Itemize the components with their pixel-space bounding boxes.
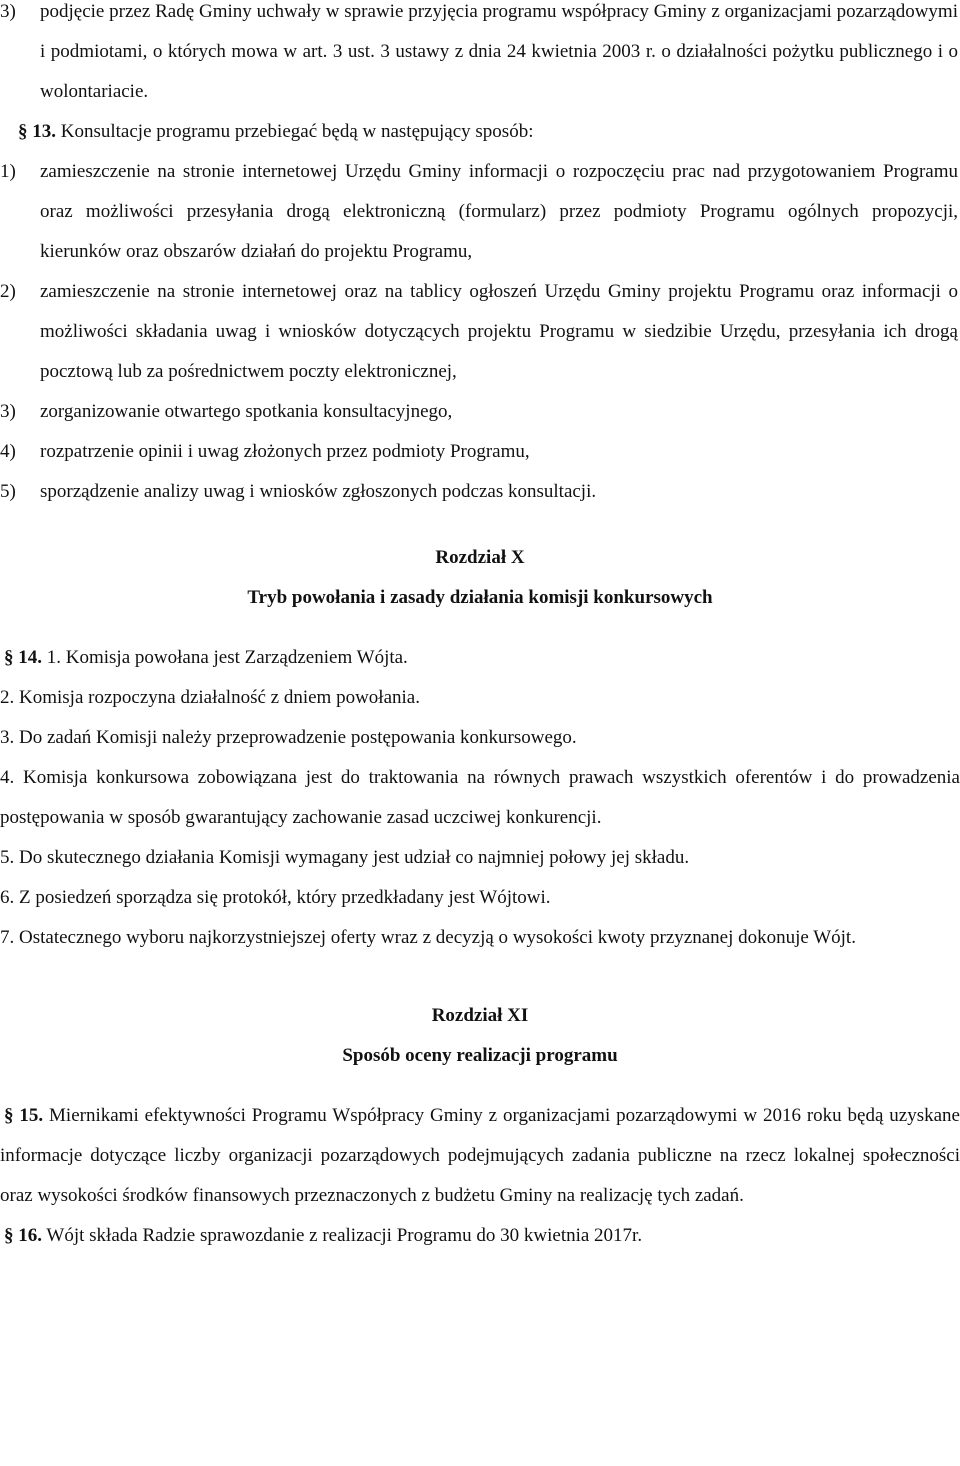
list-number: 3) [0,401,16,422]
list-text: rozpatrzenie opinii i uwag złożonych przez podmioty Programu, [40,441,530,462]
paragraph-14-item: 2. Komisja rozpoczyna działalność z dniem powołania. [0,687,420,708]
chapter-title: Rozdział XI [431,1005,529,1026]
list-text: podjęcie przez Radę Gminy uchwały w sprawie przyjęcia programu współpracy Gminy z organizacjami pozarządowymi i podmiotami, o których mowa w art. 3 ust. 3 ustawy z dnia 24 kwietnia 2003 r. o działalności pożytku publicznego i o wolontariacie. [40,1,958,102]
paragraph-15-sign: § 15. [4,1105,44,1126]
list-item [0,392,960,432]
list-number: 5) [0,481,16,502]
list-item [0,432,960,472]
paragraph-15 [0,1096,960,1216]
paragraph-13-heading [0,112,960,152]
list-number: 4) [0,441,16,462]
list-item-top-3 [0,0,960,112]
paragraph-15-text: Miernikami efektywności Programu Współpracy Gminy z organizacjami pozarządowymi w 2016 roku będą uzyskane informacje dotyczące liczby organizacji pozarządowych podejmujących zadania publiczne na rzecz lokalnej społeczności oraz wysokości środków finansowych przeznaczonych z budżetu Gminy na realizację tych zadań. [0,1105,960,1206]
paragraph-14-text: 1. Komisja powołana jest Zarządzeniem Wójta. [46,647,408,668]
list-text: zamieszczenie na stronie internetowej Urzędu Gminy informacji o rozpoczęciu prac nad przygotowaniem Programu oraz możliwości przesyłania drogą elektroniczną (formularz) przez podmioty Programu ogólnych propozycji, kierunków oraz obszarów działań do projektu Programu, [40,161,958,262]
paragraph-14-item: 4. Komisja konkursowa zobowiązana jest do traktowania na równych prawach wszystkich oferentów i do prowadzenia postępowania w sposób gwarantujący zachowanie zasad uczciwej konkurencji. [0,767,960,828]
chapter-title: Rozdział X [435,547,525,568]
paragraph-14-item: 5. Do skutecznego działania Komisji wymagany jest udział co najmniej połowy jej składu. [0,847,690,868]
paragraph-14-sign: § 14. [4,647,42,668]
list-number: 2) [0,281,16,302]
list-number: 3) [0,1,16,22]
chapter-subtitle: Sposób oceny realizacji programu [342,1045,618,1066]
list-item [0,152,960,272]
paragraph-16-sign: § 16. [4,1225,42,1246]
paragraph-13-intro: Konsultacje programu przebiegać będą w następujący sposób: [60,121,534,142]
paragraph-14-item: 3. Do zadań Komisji należy przeprowadzenie postępowania konkursowego. [0,727,577,748]
paragraph-16 [0,1216,960,1256]
list-text: zamieszczenie na stronie internetowej oraz na tablicy ogłoszeń Urzędu Gminy projektu Programu oraz informacji o możliwości składania uwag i wniosków dotyczących projektu Programu w siedzibie Urzędu, przesyłania ich drogą pocztową lub za pośrednictwem poczty elektronicznej, [40,281,958,382]
paragraph-14-item: 6. Z posiedzeń sporządza się protokół, który przedkładany jest Wójtowi. [0,887,551,908]
chapter-subtitle: Tryb powołania i zasady działania komisji konkursowych [247,587,713,608]
list-item [0,272,960,392]
list-number: 1) [0,161,16,182]
list-item [0,472,960,512]
paragraph-14-item [0,638,960,678]
paragraph-14-item: 7. Ostatecznego wyboru najkorzystniejszej oferty wraz z decyzją o wysokości kwoty przyznanej dokonuje Wójt. [0,927,856,948]
list-text: sporządzenie analizy uwag i wniosków zgłoszonych podczas konsultacji. [40,481,597,502]
paragraph-13-sign: § 13. [18,121,56,142]
list-text: zorganizowanie otwartego spotkania konsultacyjnego, [40,401,453,422]
paragraph-16-text: Wójt składa Radzie sprawozdanie z realizacji Programu do 30 kwietnia 2017r. [46,1225,643,1246]
